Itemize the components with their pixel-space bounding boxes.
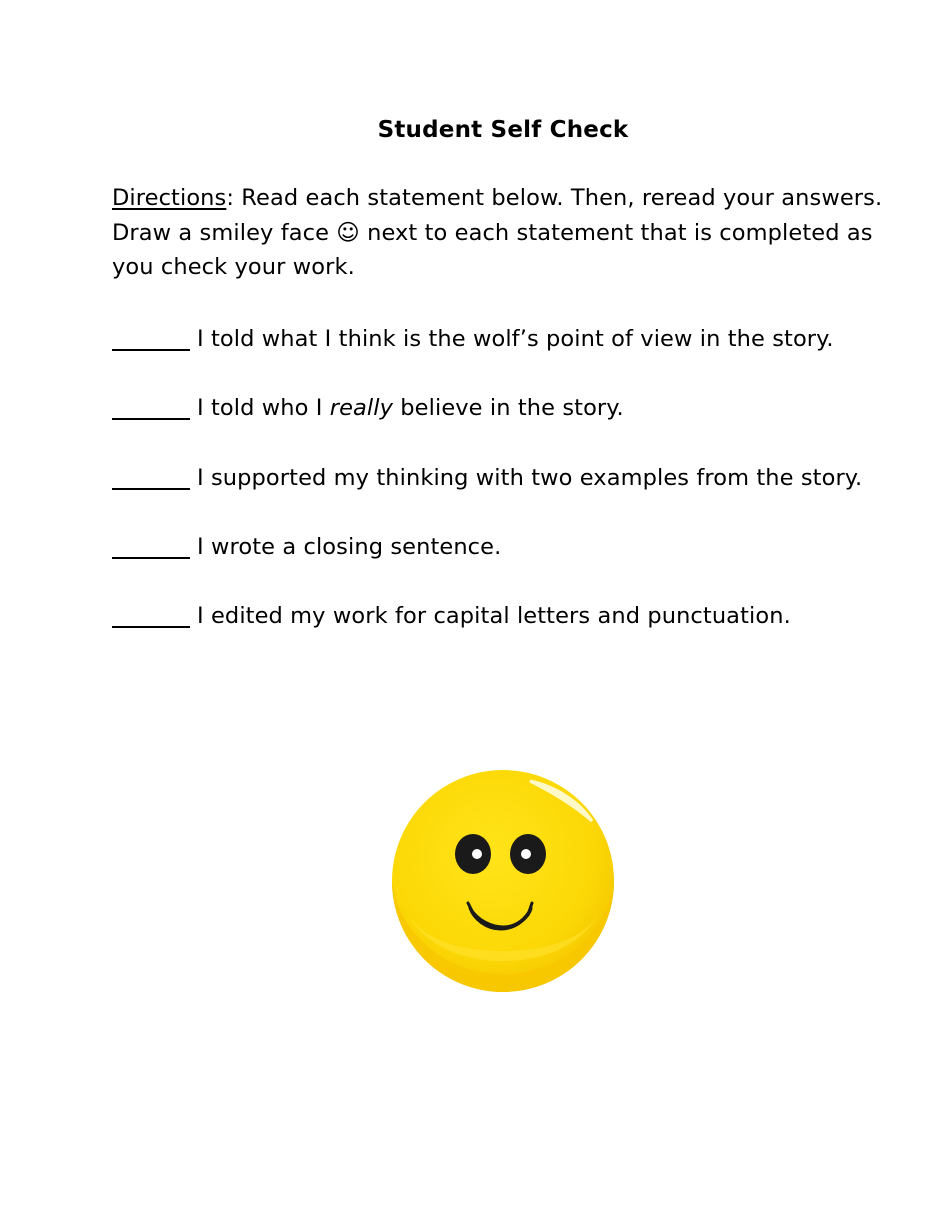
directions — [112, 181, 912, 285]
statement-text: I supported my thinking with two examples from the story. — [197, 465, 863, 491]
statement-1 — [112, 320, 932, 356]
smiley-face-icon — [390, 769, 616, 995]
smiley-right-pupil-highlight — [521, 849, 531, 859]
statement-text-pre: I told who I — [197, 395, 330, 421]
directions-line-2: Draw a smiley face ☺ next to each statement that is completed as — [112, 219, 873, 246]
directions-label: Directions — [112, 185, 227, 211]
answer-blank[interactable] — [112, 533, 190, 559]
page-title: Student Self Check — [377, 117, 629, 143]
answer-blank[interactable] — [112, 602, 190, 628]
statement-2 — [112, 389, 932, 425]
answer-blank[interactable] — [112, 325, 190, 351]
statement-text: I wrote a closing sentence. — [197, 534, 502, 560]
smiley-face-graphic — [390, 769, 616, 995]
statement-text: I told what I think is the wolf’s point of view in the story. — [197, 326, 834, 352]
statement-3 — [112, 459, 932, 495]
statement-emphasis: really — [329, 395, 394, 421]
statement-5 — [112, 597, 932, 633]
statement-4 — [112, 528, 932, 564]
smiley-left-pupil-highlight — [472, 849, 482, 859]
answer-blank[interactable] — [112, 464, 190, 490]
directions-line-1 — [112, 181, 912, 216]
statement-text-post: believe in the story. — [393, 395, 624, 421]
answer-blank[interactable] — [112, 394, 190, 420]
directions-line-3: you check your work. — [112, 254, 355, 280]
directions-line-1-text: : Read each statement below. Then, reread your answers. — [226, 185, 883, 211]
statement-text: I edited my work for capital letters and punctuation. — [197, 603, 791, 629]
